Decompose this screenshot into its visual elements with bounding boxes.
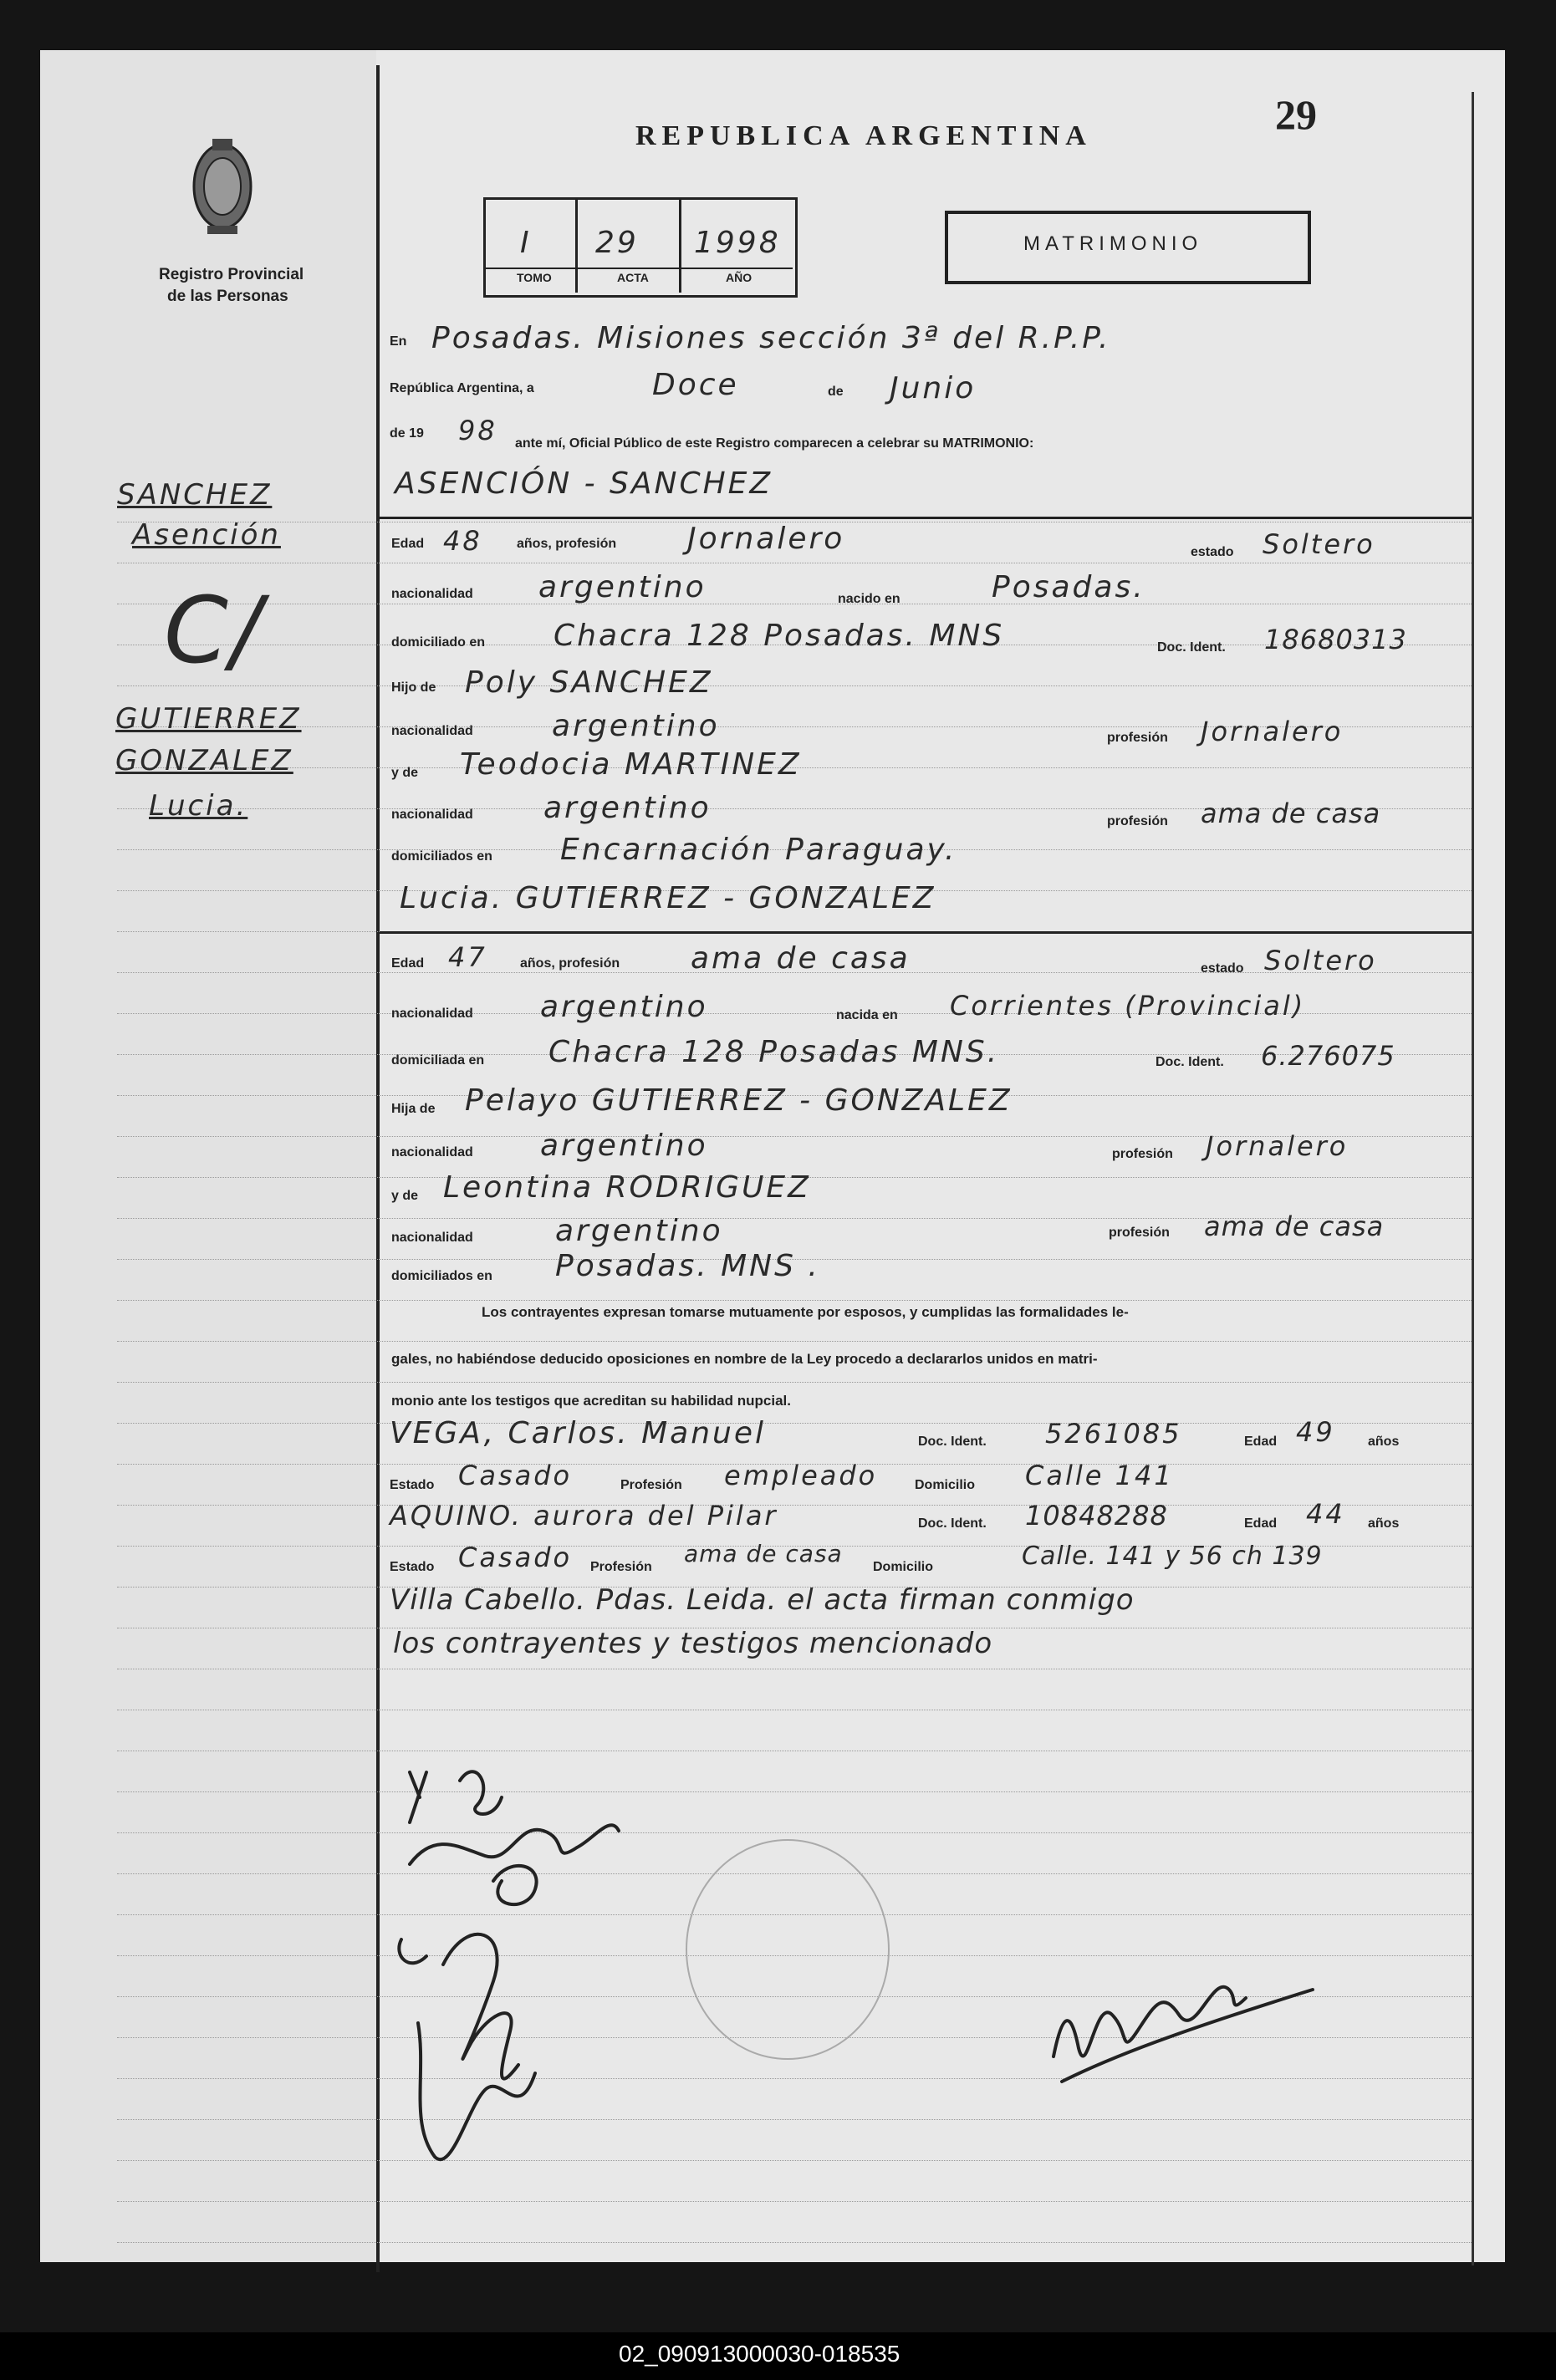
husband-nacionalidad: argentino — [538, 570, 707, 604]
margin-wife-name: Lucia. — [149, 789, 248, 823]
ruled-line — [117, 1341, 1472, 1342]
ruled-line — [117, 685, 1472, 686]
declaration-line2: gales, no habiéndose deducido oposiciones en nombre de la Ley procedo a declararlos unidos en matri- — [391, 1351, 1098, 1367]
document-id: 02_090913000030-018535 — [619, 2341, 900, 2367]
registry-line2: de las Personas — [167, 288, 288, 305]
day-value: Doce — [652, 368, 739, 402]
place-value: Posadas. Misiones sección 3ª del R.P.P. — [431, 321, 1111, 355]
tomo-value: I — [520, 226, 532, 260]
page-number: 29 — [1275, 91, 1317, 138]
wife-mother-nac: argentino — [555, 1214, 723, 1248]
ano-value: 1998 — [694, 226, 781, 260]
wife-nacionalidad: argentino — [540, 990, 708, 1024]
official-seal-icon — [686, 1839, 890, 2060]
signatures — [393, 1747, 978, 2215]
wife-doc: 6.276075 — [1261, 1040, 1395, 1072]
husband-domicilio: Chacra 128 Posadas. MNS — [554, 619, 1005, 653]
wife-mother-prof: ama de casa — [1204, 1210, 1385, 1242]
margin-wife-surname2: GONZALEZ — [115, 744, 293, 777]
wife-nacida: Corrientes (Provincial) — [950, 990, 1306, 1022]
husband-doc: 18680313 — [1264, 624, 1407, 655]
wife-father-prof: Jornalero — [1206, 1130, 1349, 1162]
registry-line1: Registro Provincial — [159, 266, 304, 283]
ruled-line — [117, 2242, 1472, 2243]
husband-parents-dom: Encarnación Paraguay. — [560, 833, 957, 867]
husband-father-nac: argentino — [552, 709, 720, 743]
acta-label: ACTA — [617, 271, 649, 284]
official-signature — [1045, 1956, 1329, 2115]
ruled-line — [117, 1382, 1472, 1383]
witness2-edad: 44 — [1306, 1498, 1345, 1530]
margin-divider — [376, 65, 380, 2272]
margin-husband-name: Asención — [132, 518, 281, 552]
husband-edad: 48 — [443, 525, 482, 557]
husband-father: Poly SANCHEZ — [465, 665, 713, 700]
husband-mother: Teodocia MARTINEZ — [460, 747, 802, 782]
husband-full-name: ASENCIÓN - SANCHEZ — [395, 466, 773, 501]
witness1-doc: 5261085 — [1045, 1418, 1182, 1450]
ruled-line — [117, 1505, 1472, 1506]
right-border — [1472, 92, 1474, 2265]
husband-estado: Soltero — [1263, 528, 1375, 560]
wife-profesion: ama de casa — [691, 941, 911, 976]
closing-line2: los contrayentes y testigos mencionado — [393, 1627, 993, 1660]
ruled-line — [117, 1300, 1472, 1301]
wife-full-name: Lucia. GUTIERREZ - GONZALEZ — [400, 881, 936, 915]
wife-father-nac: argentino — [540, 1129, 708, 1163]
margin-connector: C/ — [164, 577, 264, 684]
declaration-line1: Los contrayentes expresan tomarse mutuamente por esposos, y cumplidas las formalidades le- — [482, 1304, 1129, 1320]
ruled-line — [117, 1423, 1472, 1424]
country-title: REPUBLICA ARGENTINA — [635, 120, 1092, 151]
witness2-estado: Casado — [458, 1542, 573, 1573]
witness1-edad: 49 — [1296, 1416, 1335, 1448]
margin-husband-surname: SANCHEZ — [117, 478, 273, 512]
wife-father: Pelayo GUTIERREZ - GONZALEZ — [465, 1083, 1013, 1118]
acta-value: 29 — [595, 226, 639, 260]
witness1-prof: empleado — [724, 1460, 878, 1491]
wife-parents-dom: Posadas. MNS . — [555, 1249, 820, 1283]
witness2-doc: 10848288 — [1025, 1500, 1168, 1531]
wife-edad: 47 — [448, 941, 487, 973]
margin-column — [40, 50, 376, 2262]
witness1-name: VEGA, Carlos. Manuel — [390, 1416, 767, 1450]
husband-nacido: Posadas. — [992, 570, 1145, 604]
month-value: Junio — [890, 371, 977, 405]
husband-father-prof: Jornalero — [1201, 716, 1344, 747]
witness2-dom: Calle. 141 y 56 ch 139 — [1022, 1542, 1323, 1571]
witness2-name: AQUINO. aurora del Pilar — [390, 1500, 778, 1531]
wife-mother: Leontina RODRIGUEZ — [443, 1170, 811, 1205]
margin-wife-surname1: GUTIERREZ — [115, 702, 302, 736]
tomo-label: TOMO — [517, 271, 552, 284]
wife-estado: Soltero — [1264, 945, 1377, 976]
declaration-line3: monio ante los testigos que acreditan su habilidad nupcial. — [391, 1393, 791, 1409]
husband-profesion: Jornalero — [687, 522, 845, 556]
wife-domicilio: Chacra 128 Posadas MNS. — [548, 1035, 1000, 1069]
husband-mother-nac: argentino — [543, 791, 712, 825]
year-value: 98 — [458, 415, 497, 446]
coat-of-arms-icon — [191, 132, 254, 241]
witness1-dom: Calle 141 — [1025, 1460, 1174, 1491]
witness1-estado: Casado — [458, 1460, 573, 1491]
closing-line1: Villa Cabello. Pdas. Leida. el acta firman conmigo — [390, 1583, 1135, 1617]
record-type: MATRIMONIO — [1023, 232, 1203, 255]
intro-statement: ante mí, Oficial Público de este Registro comparecen a celebrar su MATRIMONIO: — [515, 436, 1034, 451]
husband-mother-prof: ama de casa — [1201, 798, 1381, 829]
witness2-prof: ama de casa — [684, 1540, 843, 1567]
ano-label: AÑO — [726, 271, 752, 284]
